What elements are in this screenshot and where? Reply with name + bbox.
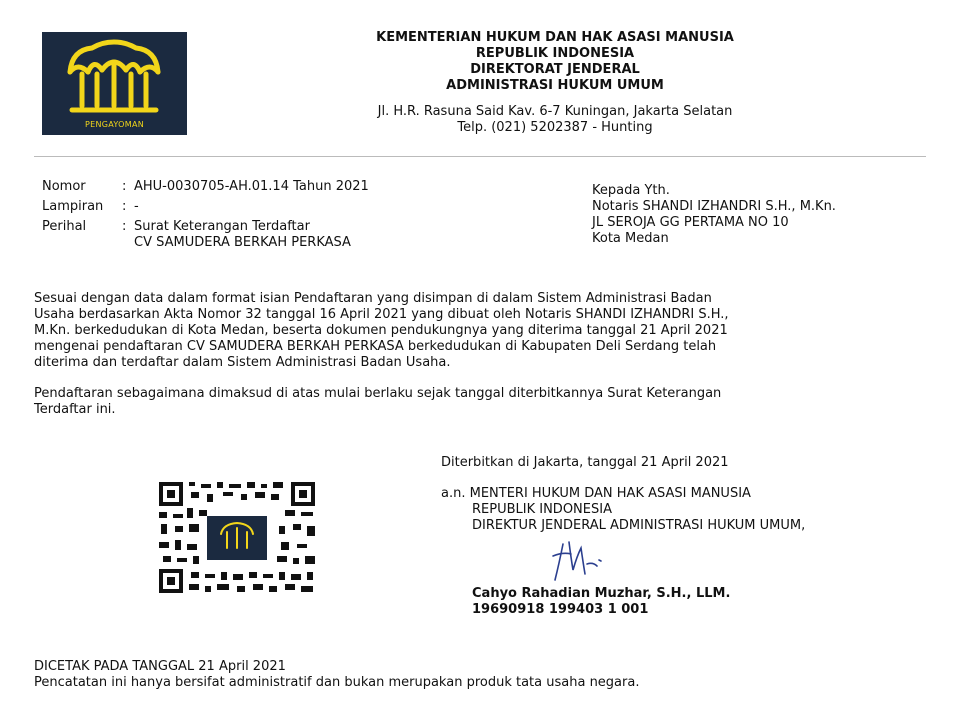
body-paragraph-2 xyxy=(34,386,914,418)
signatory-position: DIREKTUR JENDERAL ADMINISTRASI HUKUM UMUM, xyxy=(472,518,806,533)
print-date: DICETAK PADA TANGGAL 21 April 2021 xyxy=(34,659,286,674)
perihal-line-1: Surat Keterangan Terdaftar xyxy=(134,219,310,234)
colon: : xyxy=(122,199,127,214)
recipient-block xyxy=(592,183,836,247)
colon: : xyxy=(122,179,127,194)
letter-meta xyxy=(42,179,369,251)
para2-line: Terdaftar ini. xyxy=(34,402,116,417)
header-phone: Telp. (021) 5202387 - Hunting xyxy=(457,120,653,135)
para1-line: M.Kn. berkedudukan di Kota Medan, beserta dokumen pendukungnya yang diterima tanggal 21 April 2021 xyxy=(34,323,728,338)
signatory-republic: REPUBLIK INDONESIA xyxy=(472,502,612,517)
lampiran-row xyxy=(42,199,369,215)
lampiran-label: Lampiran xyxy=(42,199,104,214)
print-footer xyxy=(34,659,639,691)
header-line-2: REPUBLIK INDONESIA xyxy=(475,46,635,61)
para1-line: diterima dan terdaftar dalam Sistem Administrasi Badan Usaha. xyxy=(34,355,451,370)
recipient-line-4: Kota Medan xyxy=(592,231,669,246)
para1-line: mengenai pendaftaran CV SAMUDERA BERKAH PERKASA berkedudukan di Kabupaten Deli Serdang telah xyxy=(34,339,717,354)
letterhead xyxy=(240,30,870,136)
header-line-4: ADMINISTRASI HUKUM UMUM xyxy=(446,78,664,93)
header-divider xyxy=(34,156,926,157)
nomor-row xyxy=(42,179,369,195)
logo-label: PENGAYOMAN xyxy=(84,120,145,129)
issued-date: Diterbitkan di Jakarta, tanggal 21 April 2021 xyxy=(441,455,729,470)
recipient-line-3: JL SEROJA GG PERTAMA NO 10 xyxy=(592,215,789,230)
body-paragraph-1 xyxy=(34,291,914,371)
perihal-line-2: CV SAMUDERA BERKAH PERKASA xyxy=(134,235,351,250)
para1-line: Usaha berdasarkan Akta Nomor 32 tanggal 16 April 2021 yang dibuat oleh Notaris SHANDI IZHANDRI S.H., xyxy=(34,307,729,322)
recipient-line-2: Notaris SHANDI IZHANDRI S.H., M.Kn. xyxy=(592,199,836,214)
perihal-label: Perihal xyxy=(42,219,87,234)
signature-block xyxy=(441,455,805,618)
disclaimer: Pencatatan ini hanya bersifat administratif dan bukan merupakan produk tata usaha negara. xyxy=(34,675,640,690)
recipient-line-1: Kepada Yth. xyxy=(592,183,670,198)
perihal-row xyxy=(42,219,369,251)
banyan-tree-icon xyxy=(42,32,187,122)
header-line-1: KEMENTERIAN HUKUM DAN HAK ASASI MANUSIA xyxy=(376,30,734,45)
signatory-on-behalf: a.n. MENTERI HUKUM DAN HAK ASASI MANUSIA xyxy=(441,486,751,501)
qr-code xyxy=(157,480,317,595)
pengayoman-logo xyxy=(42,32,187,135)
qr-code-icon xyxy=(157,480,317,595)
header-address: Jl. H.R. Rasuna Said Kav. 6-7 Kuningan, Jakarta Selatan xyxy=(377,104,733,119)
nomor-label: Nomor xyxy=(42,179,86,194)
lampiran-value: - xyxy=(134,199,139,214)
para1-line: Sesuai dengan data dalam format isian Pendaftaran yang disimpan di dalam Sistem Administrasi Badan xyxy=(34,291,712,306)
colon: : xyxy=(122,219,127,234)
header-line-3: DIREKTORAT JENDERAL xyxy=(470,62,640,77)
signatory-nip: 19690918 199403 1 001 xyxy=(472,602,649,617)
para2-line: Pendaftaran sebagaimana dimaksud di atas mulai berlaku sejak tanggal diterbitkannya Surat Keterangan xyxy=(34,386,722,401)
nomor-value: AHU-0030705-AH.01.14 Tahun 2021 xyxy=(134,179,369,194)
perihal-value xyxy=(134,219,351,251)
handwritten-signature xyxy=(541,534,661,586)
signatory-name: Cahyo Rahadian Muzhar, S.H., LLM. xyxy=(472,586,731,601)
